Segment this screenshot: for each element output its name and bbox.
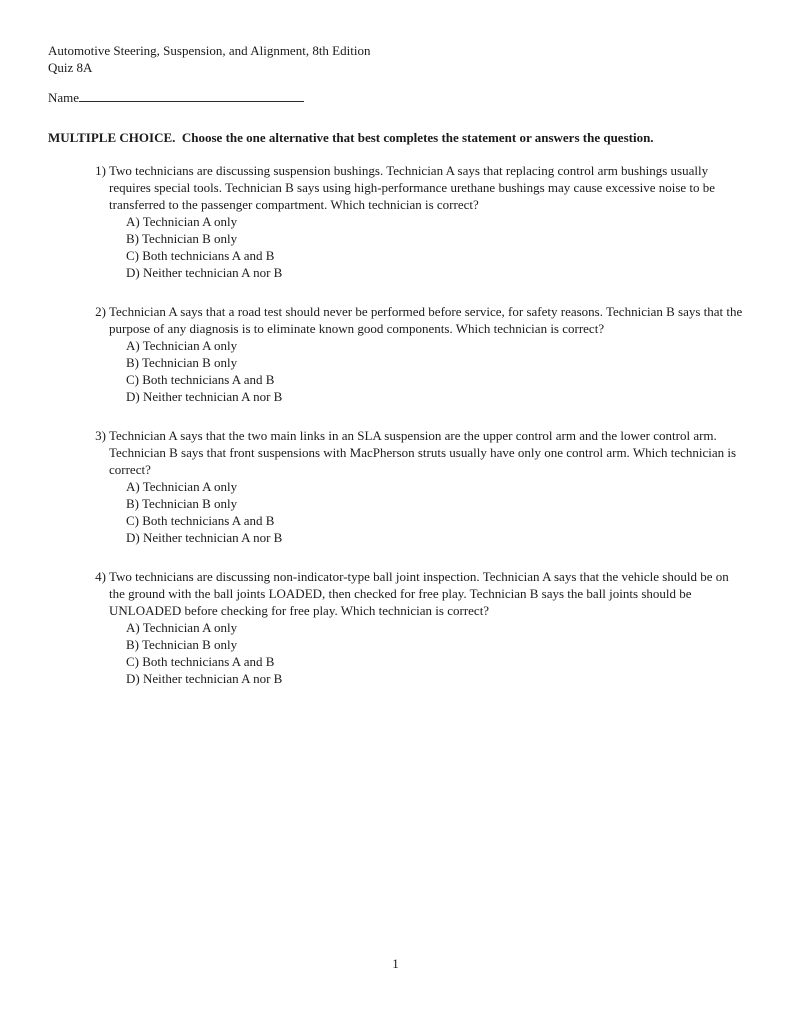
question-1-body — [109, 162, 745, 281]
question-list — [48, 162, 745, 687]
document-header — [48, 42, 745, 76]
question-4-body — [109, 568, 745, 687]
question-1-text: Two technicians are discussing suspension bushings. Technician A says that replacing control arm bushings usually requires special tools. Technician B says using high-performance urethane bushings may cause excessive noise to be transferred to the passenger compartment. Which technician is correct? — [109, 163, 716, 212]
name-blank-line — [79, 88, 304, 102]
question-1-choices — [126, 213, 745, 281]
question-3-body — [109, 427, 745, 546]
question-4-choice-c: C) Both technicians A and B — [126, 654, 275, 669]
question-2-choice-b: B) Technician B only — [126, 355, 238, 370]
question-1 — [93, 162, 745, 281]
question-2-choice-a: A) Technician A only — [126, 338, 238, 353]
question-1-choice-a: A) Technician A only — [126, 214, 238, 229]
question-3-number: 3) — [95, 428, 106, 443]
name-row — [48, 88, 745, 105]
name-label: Name — [48, 90, 80, 105]
question-4-choice-a: A) Technician A only — [126, 620, 238, 635]
question-2-choice-d: D) Neither technician A nor B — [126, 389, 283, 404]
question-4-number: 4) — [95, 569, 106, 584]
question-1-number: 1) — [95, 163, 106, 178]
question-3-choice-a: A) Technician A only — [126, 479, 238, 494]
question-1-choice-b: B) Technician B only — [126, 231, 238, 246]
question-4-choice-d: D) Neither technician A nor B — [126, 671, 283, 686]
section-heading: MULTIPLE CHOICE. Choose the one alternative that best completes the statement or answers the question. — [48, 130, 654, 145]
question-2-number: 2) — [95, 304, 106, 319]
question-2-choice-c: C) Both technicians A and B — [126, 372, 275, 387]
question-4-choice-b: B) Technician B only — [126, 637, 238, 652]
question-1-choice-c: C) Both technicians A and B — [126, 248, 275, 263]
document-title: Automotive Steering, Suspension, and Alignment, 8th Edition — [48, 43, 371, 58]
question-3-choice-c: C) Both technicians A and B — [126, 513, 275, 528]
question-3-choices — [126, 478, 745, 546]
question-4-text: Two technicians are discussing non-indicator-type ball joint inspection. Technician A says that the vehicle should be on the ground with the ball joints LOADED, then checked for free play. Technician B says the ball joints should be UNLOADED before checking for free play. Which technician is correct? — [109, 569, 729, 618]
question-2-text: Technician A says that a road test should never be performed before service, for safety reasons. Technician B says that the purpose of any diagnosis is to eliminate known good components. Which technician is correct? — [109, 304, 743, 336]
question-4-choices — [126, 619, 745, 687]
question-3-text: Technician A says that the two main links in an SLA suspension are the upper control arm and the lower control arm. Technician B says that front suspensions with MacPherson struts usually have only one control arm. Which technician is correct? — [109, 428, 737, 477]
question-2-body — [109, 303, 745, 405]
question-1-choice-d: D) Neither technician A nor B — [126, 265, 283, 280]
question-2-choices — [126, 337, 745, 405]
question-3-choice-d: D) Neither technician A nor B — [126, 530, 283, 545]
page-number: 1 — [392, 956, 399, 971]
question-3 — [93, 427, 745, 546]
question-3-choice-b: B) Technician B only — [126, 496, 238, 511]
question-2 — [93, 303, 745, 405]
question-4 — [93, 568, 745, 687]
quiz-label: Quiz 8A — [48, 60, 93, 75]
